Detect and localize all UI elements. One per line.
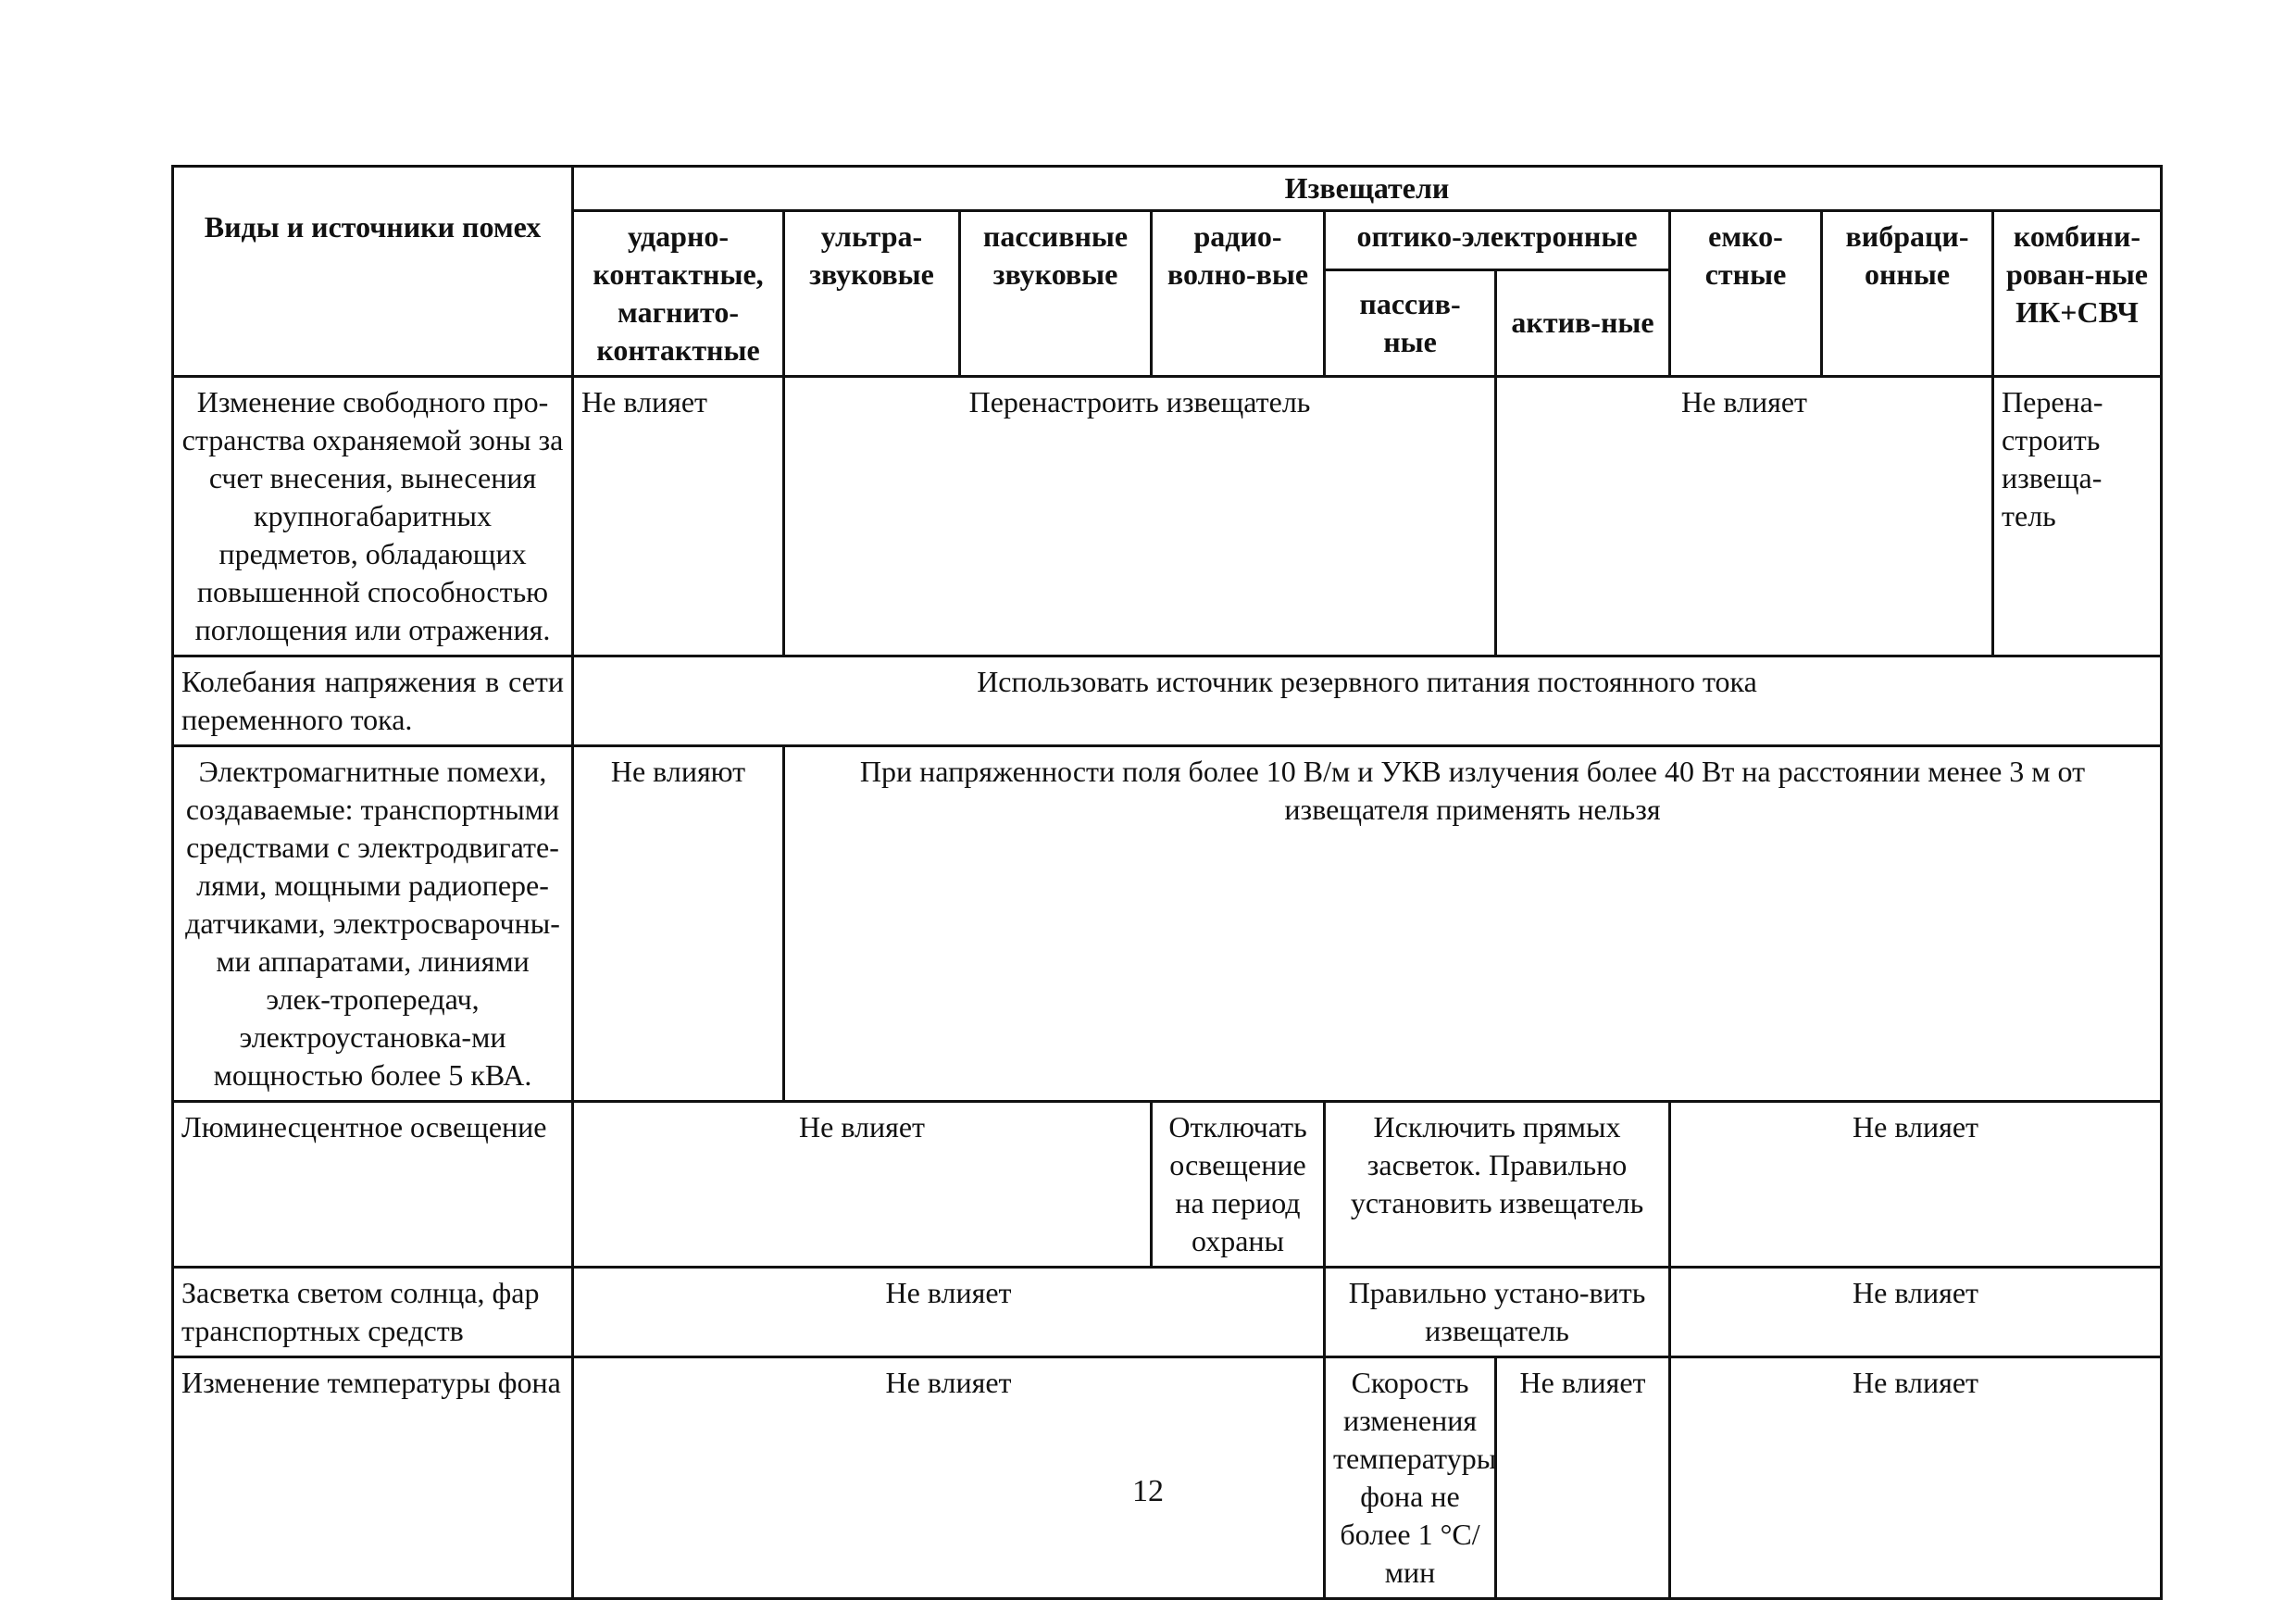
row4-switch-off-cell: Отключать освещение на период охраны bbox=[1152, 1102, 1325, 1268]
header-col-ultrasonic: ультра-звуковые bbox=[784, 211, 960, 377]
header-col-vibration: вибраци-онные bbox=[1822, 211, 1993, 377]
row2-backup-power-cell: Использовать источник резервного питания постоянного тока bbox=[573, 656, 2162, 746]
header-col-combined: комбини-рован-ные ИК+СВЧ bbox=[1993, 211, 2162, 377]
row4-exclude-glare-cell: Исключить прямых засветок. Правильно установить извещатель bbox=[1325, 1102, 1670, 1268]
row1-no-effect-cell: Не влияет bbox=[1496, 377, 1993, 656]
row-source-free-space: Изменение свободного про-странства охраняемой зоны за счет внесения, вынесения крупногабаритных предметов, обладающих повышенной способностью поглощения или отражения. bbox=[173, 377, 573, 656]
row6-active-no-effect-cell: Не влияет bbox=[1496, 1357, 1670, 1599]
row6-temperature-rate-cell: Скорость изменения температуры фона не более 1 °С/мин bbox=[1325, 1357, 1496, 1599]
row5-no-effect-right-cell: Не влияет bbox=[1670, 1268, 2162, 1357]
row5-no-effect-cell: Не влияет bbox=[573, 1268, 1325, 1357]
header-detectors-group: Извещатели bbox=[573, 167, 2162, 211]
row-source-temperature: Изменение температуры фона bbox=[173, 1357, 573, 1599]
row1-retune-cell: Перенастроить извещатель bbox=[784, 377, 1496, 656]
header-col-optical: оптико-электронные bbox=[1325, 211, 1670, 270]
row1-combined-cell: Перена-строить извеща-тель bbox=[1993, 377, 2162, 656]
header-subcol-passive: пассив-ные bbox=[1325, 269, 1496, 376]
row-source-sunlight: Засветка светом солнца, фар транспортных средств bbox=[173, 1268, 573, 1357]
header-sources: Виды и источники помех bbox=[173, 167, 573, 377]
row3-contact-cell: Не влияют bbox=[573, 746, 784, 1102]
row-source-electromagnetic: Электромагнитные помехи, создаваемые: транспортными средствами с электродвигате-лями, мощными радиопере-датчиками, электросварочны-ми аппаратами, линиями элек-тропередач, электроустановка-ми мощностью более 5 кВА. bbox=[173, 746, 573, 1102]
header-col-radiowave: радио-волно-вые bbox=[1152, 211, 1325, 377]
header-subcol-active: актив-ные bbox=[1496, 269, 1670, 376]
row6-no-effect-cell: Не влияет bbox=[573, 1357, 1325, 1599]
row3-field-strength-cell: При напряженности поля более 10 В/м и УКВ излучения более 40 Вт на расстоянии менее 3 м от извещателя применять нельзя bbox=[784, 746, 2162, 1102]
row4-no-effect-cell: Не влияет bbox=[573, 1102, 1152, 1268]
row-source-fluorescent: Люминесцентное освещение bbox=[173, 1102, 573, 1268]
header-col-capacitive: емко-стные bbox=[1670, 211, 1822, 377]
row6-no-effect-right-cell: Не влияет bbox=[1670, 1357, 2162, 1599]
row-source-voltage: Колебания напряжения в сети переменного тока. bbox=[173, 656, 573, 746]
row5-install-correctly-cell: Правильно устано-вить извещатель bbox=[1325, 1268, 1670, 1357]
row4-no-effect-right-cell: Не влияет bbox=[1670, 1102, 2162, 1268]
page-number: 12 bbox=[1132, 1474, 1164, 1508]
row1-contact-cell: Не влияет bbox=[573, 377, 784, 656]
header-col-contact: ударно-контактные, магнито-контактные bbox=[573, 211, 784, 377]
header-col-passive-sound: пассивные звуковые bbox=[960, 211, 1152, 377]
interference-table bbox=[171, 165, 2163, 1600]
